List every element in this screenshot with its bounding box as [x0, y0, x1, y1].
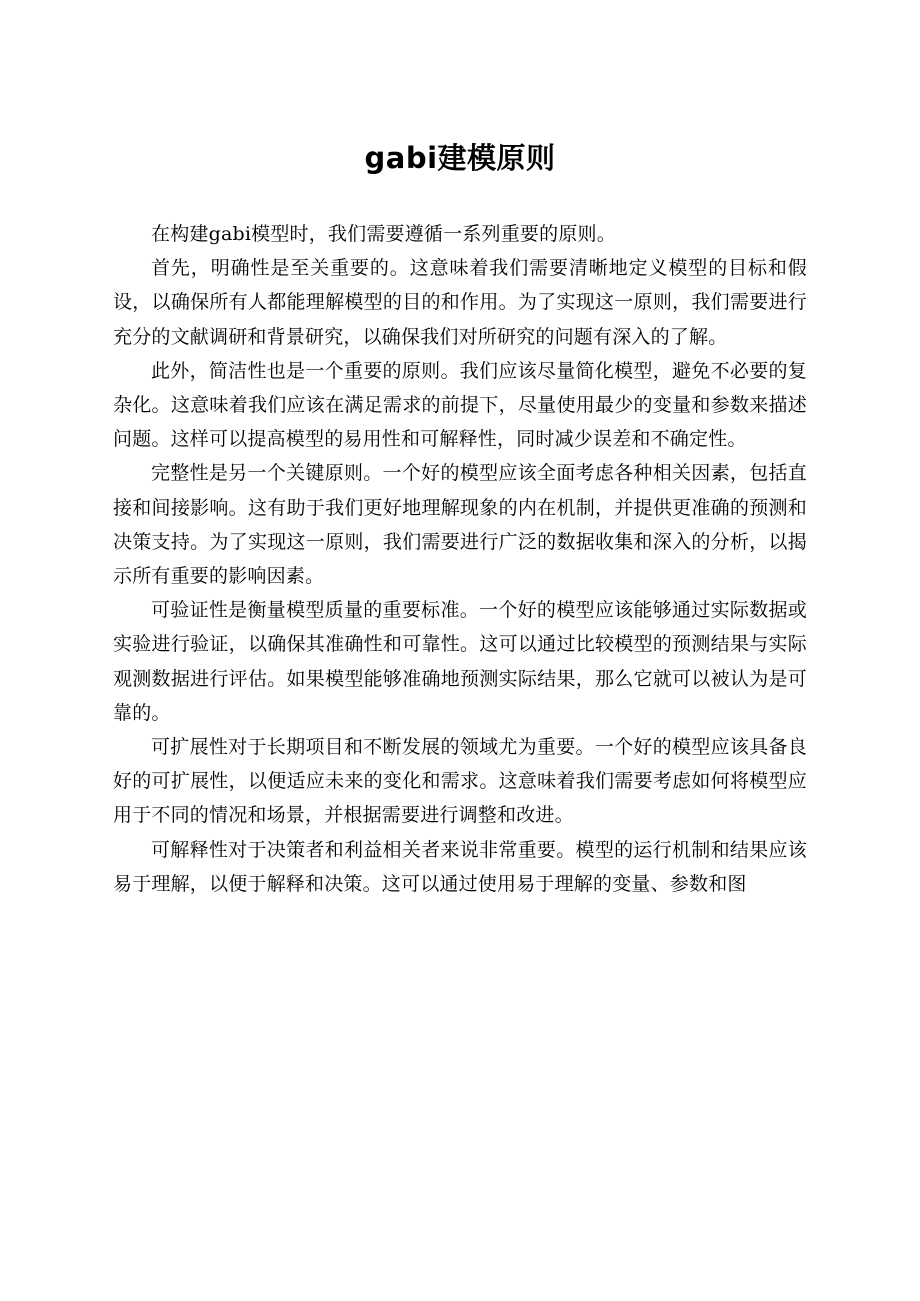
document-body [113, 217, 807, 901]
document-title: gabi建模原则 [364, 141, 556, 176]
paragraph-simplicity: 此外，简洁性也是一个重要的原则。我们应该尽量简化模型，避免不必要的复杂化。这意味着我们应该在满足需求的前提下，尽量使用最少的变量和参数来描述问题。这样可以提高模型的易用性和可解释性，同时减少误差和不确定性。 [113, 359, 807, 451]
paragraph-completeness: 完整性是另一个关键原则。一个好的模型应该全面考虑各种相关因素，包括直接和间接影响。这有助于我们更好地理解现象的内在机制，并提供更准确的预测和决策支持。为了实现这一原则，我们需要进行广泛的数据收集和深入的分析，以揭示所有重要的影响因素。 [113, 462, 807, 588]
paragraph-intro: 在构建gabi模型时，我们需要遵循一系列重要的原则。 [151, 223, 616, 245]
paragraph-interpretability: 可解释性对于决策者和利益相关者来说非常重要。模型的运行机制和结果应该易于理解，以便于解释和决策。这可以通过使用易于理解的变量、参数和图 [113, 838, 807, 895]
paragraph-verifiability: 可验证性是衡量模型质量的重要标准。一个好的模型应该能够通过实际数据或实验进行验证，以确保其准确性和可靠性。这可以通过比较模型的预测结果与实际观测数据进行评估。如果模型能够准确地预测实际结果，那么它就可以被认为是可靠的。 [113, 599, 807, 724]
paragraph-scalability: 可扩展性对于长期项目和不断发展的领域尤为重要。一个好的模型应该具备良好的可扩展性，以便适应未来的变化和需求。这意味着我们需要考虑如何将模型应用于不同的情况和场景，并根据需要进行调整和改进。 [113, 736, 807, 827]
paragraph-clarity: 首先，明确性是至关重要的。这意味着我们需要清晰地定义模型的目标和假设，以确保所有人都能理解模型的目的和作用。为了实现这一原则，我们需要进行充分的文献调研和背景研究，以确保我们对所研究的问题有深入的了解。 [113, 257, 807, 348]
